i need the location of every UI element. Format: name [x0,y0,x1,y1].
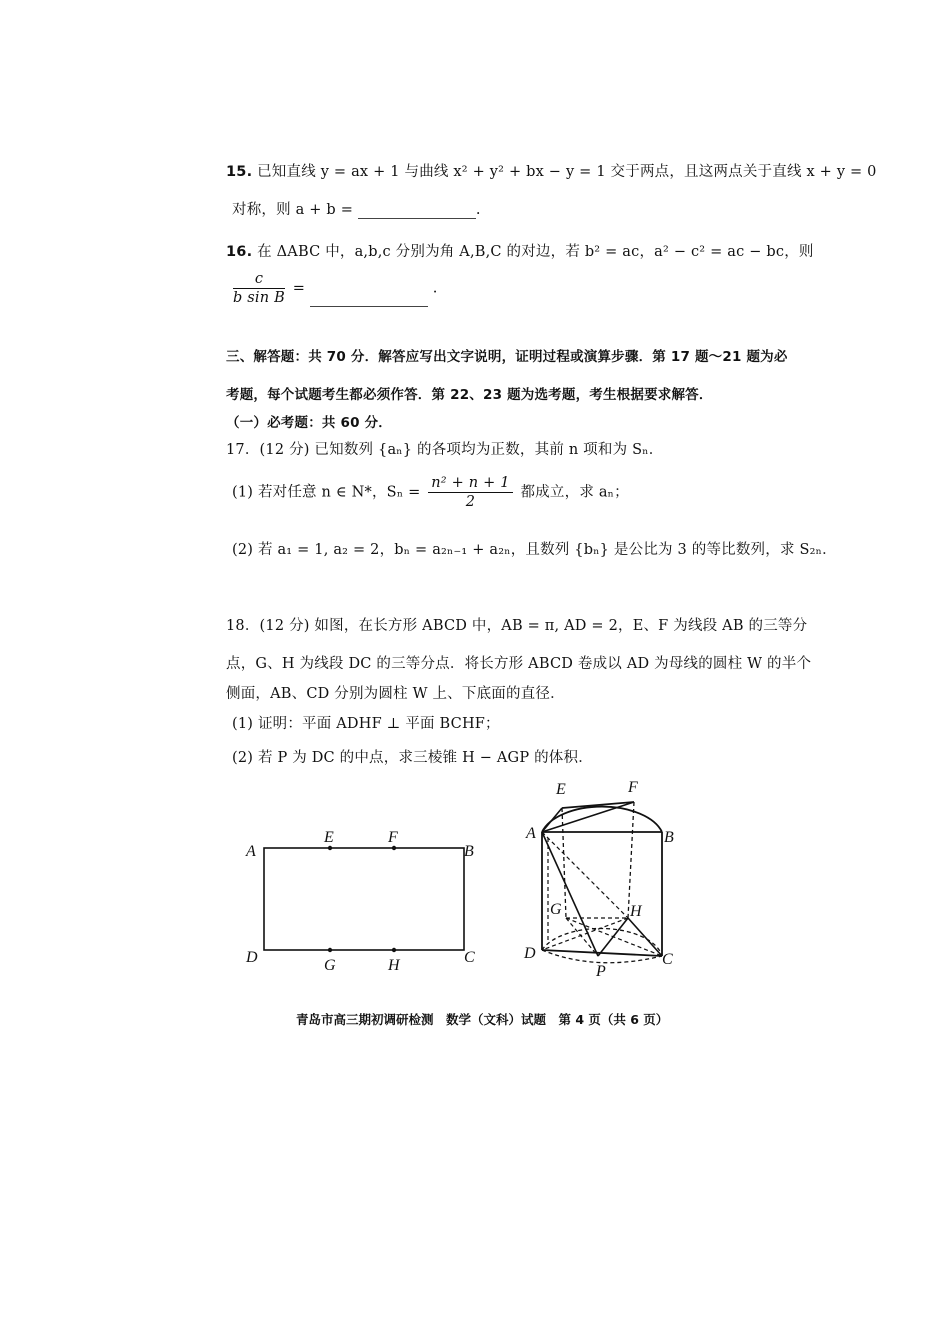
q15-answer-blank[interactable] [358,218,476,219]
q18-line3: 侧面，AB、CD 分别为圆柱 W 上、下底面的直径． [226,686,565,702]
q18-part2: (2) 若 P 为 DC 的中点，求三棱锥 H − AGP 的体积． [232,750,593,766]
q16-frac-den: b sin B [233,290,285,306]
q16-line2 [230,270,438,307]
label-d: D [246,949,258,966]
q18-line2: 点，G、H 为线段 DC 的三等分点．将长方形 ABCD 卷成以 AD 为母线的圆柱 W 的半个 [226,656,812,672]
point-e [328,846,332,850]
q18-part1: (1) 证明：平面 ADHF ⊥ 平面 BCHF； [232,716,500,732]
q16-number: 16. [226,244,253,260]
q17-frac-num: n² + n + 1 [428,474,512,493]
point-g [328,948,332,952]
label-f: F [388,829,398,846]
label-c: C [464,949,475,966]
label-p: P [596,963,606,980]
q17-head: 17．(12 分) 已知数列 {aₙ} 的各项均为正数，其前 n 项和为 Sₙ． [226,442,664,458]
label-b: B [664,829,674,846]
label-e: E [324,829,334,846]
q16-fraction [233,270,285,307]
label-b: B [464,843,474,860]
label-a: A [246,843,256,860]
q15-text: 已知直线 y = ax + 1 与曲线 x² + y² + bx − y = 1 交于两点，且这两点关于直线 x + y = 0 [257,164,877,180]
section3-sub: （一）必考题：共 60 分． [226,415,392,431]
q15-text-2: 对称，则 a + b = [232,202,358,218]
label-c: C [662,951,673,968]
q15-end: . [475,202,481,218]
section3-line2: 考题，每个试题考生都必须作答．第 22、23 题为选考题，考生根据要求解答． [226,387,713,403]
line-ap [542,832,598,956]
q16-end: . [432,280,438,297]
point-f [392,846,396,850]
q16-text: 在 ΔABC 中，a,b,c 分别为角 A,B,C 的对边，若 b² = ac，a² − c² = ac − bc，则 [257,244,814,260]
label-g: G [550,901,562,918]
cylinder-figure [516,772,696,984]
section3-line1: 三、解答题：共 70 分．解答应写出文字说明，证明过程或演算步骤．第 17 题～21 题为必 [226,349,788,365]
q18-line1: 18．(12 分) 如图，在长方形 ABCD 中，AB = π, AD = 2，E、F 为线段 AB 的三等分 [226,618,808,634]
edge-fh [628,802,634,918]
q15-line1 [226,160,877,181]
point-h [392,948,396,952]
label-e: E [556,781,566,798]
q15-number: 15. [226,164,253,180]
label-f: F [628,779,638,796]
label-g: G [324,957,336,974]
label-h: H [388,957,400,974]
q16-equals: = [287,280,310,297]
q17-p1-pre: (1) 若对任意 n ∈ N*，Sₙ = [232,484,426,501]
q17-frac-den: 2 [465,494,476,510]
page-footer: 青岛市高三期初调研检测 数学（文科）试题 第 4 页（共 6 页） [296,1012,669,1027]
rectangle-figure [236,820,496,980]
q17-part1 [232,474,629,511]
label-d: D [524,945,536,962]
q15-line2 [232,198,481,219]
q16-line1 [226,240,814,261]
rectangle-abcd [264,848,464,950]
q16-frac-num: c [233,270,285,289]
label-a: A [526,825,536,842]
q16-answer-blank[interactable] [310,306,428,307]
q17-part2: (2) 若 a₁ = 1, a₂ = 2，bₙ = a₂ₙ₋₁ + a₂ₙ，且数列 {bₙ} 是公比为 3 的等比数列，求 S₂ₙ． [232,542,837,558]
q17-p1-post: 都成立，求 aₙ； [515,484,629,501]
line-hc [628,918,662,956]
label-h: H [630,903,642,920]
q17-fraction [428,474,512,511]
